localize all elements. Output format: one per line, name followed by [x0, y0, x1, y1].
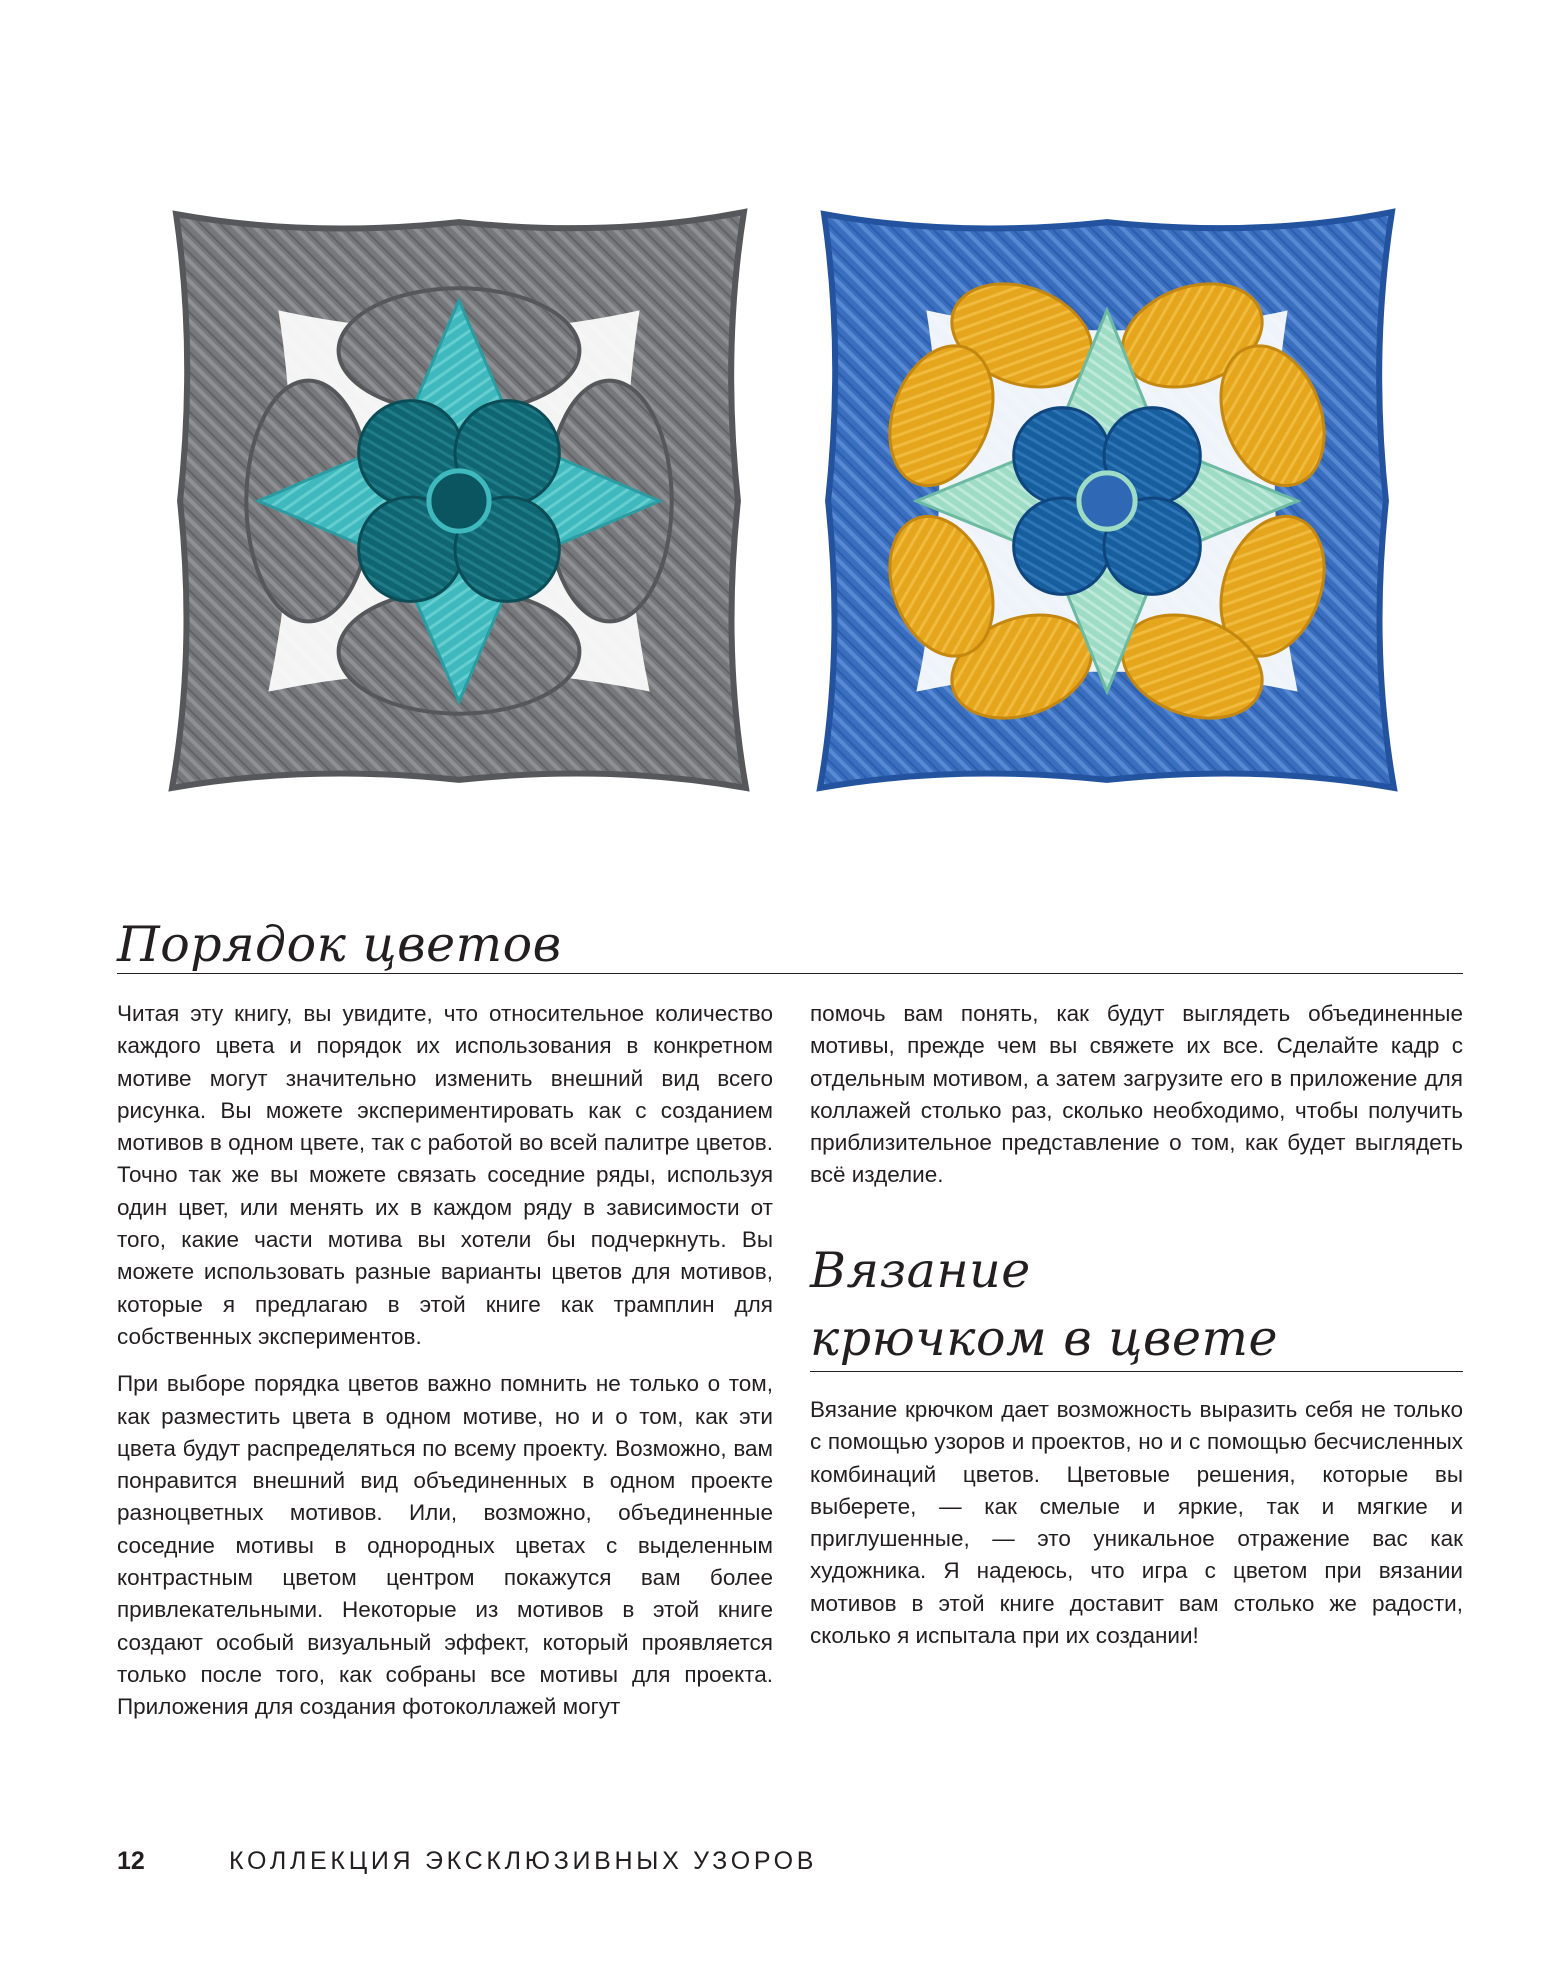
motif-photo-blue-yellow — [806, 200, 1408, 802]
motif-photo-gray-turquoise — [158, 200, 760, 802]
paragraph-1: Читая эту книгу, вы увидите, что относительное количество каждого цвета и порядок их использования в конкретном мотиве могут значительно изменить внешний вид всего рисунка. Вы можете экспериментировать как с созданием мотивов в одном цвете, так с работой во всей палитре цветов. Точно так же вы можете связать соседние ряды, используя один цвет, или менять их в каждом ряду в зависимости от того, какие части мотива вы хотели бы подчеркнуть. Вы можете использовать разные варианты цветов для мотивов, которые я предлагаю в этой книге как трамплин для собственных экспериментов. — [117, 1001, 773, 1349]
paragraph-2: При выборе порядка цветов важно помнить не только о том, как разместить цвета в одном мотиве, но и о том, как эти цвета будут распределяться по всему проекту. Возможно, вам понравится внешний вид объединенных в одном проекте разноцветных мотивов. Или, возможно, объединенные соседние мотивы в однородных цветах с выделенным контрастным цветом центром покажутся вам более привлекательными. Некоторые из мотивов в этой книге создают особый визуальный эффект, который проявляется только после того, как собраны все мотивы для проекта. Приложения для создания фотоколлажей могут — [117, 1371, 773, 1720]
motif-illustration-blue — [806, 200, 1408, 802]
paragraph-continuation: помочь вам понять, как будут выглядеть объединенные мотивы, прежде чем вы свяжете их все. Сделайте кадр с отдельным мотивом, а затем загрузите его в приложение для коллажей столько раз, сколько необходимо, чтобы получить приблизительное представление о том, как будет выглядеть всё изделие. — [810, 1001, 1463, 1188]
paragraph-crochet-in-color: Вязание крючком дает возможность выразить себя не только с помощью узоров и проектов, но и с помощью бесчисленных комбинаций цветов. Цветовые решения, которые вы выберете, — как смелые и яркие, так и мягкие и приглушенные, — это уникальное отражение вас как художника. Я надеюсь, что игра с цветом при вязании мотивов в этой книге доставит вам столько же радости, сколько я испытала при их создании! — [810, 1397, 1463, 1649]
running-title: КОЛЛЕКЦИЯ ЭКСКЛЮЗИВНЫХ УЗОРОВ — [229, 1847, 818, 1875]
page-number: 12 — [117, 1847, 145, 1875]
right-column-text — [810, 1394, 1463, 1667]
section-heading-crochet-in-color-line2: крючком в цвете — [810, 1310, 1278, 1367]
left-column-text — [117, 998, 773, 1739]
motif-illustration-gray — [158, 200, 760, 802]
heading-underline — [117, 973, 1463, 974]
heading-underline — [810, 1371, 1463, 1372]
section-heading-color-order: Порядок цветов — [117, 916, 562, 973]
right-column-continuation — [810, 998, 1463, 1207]
section-heading-crochet-in-color-line1: Вязание — [810, 1242, 1031, 1299]
